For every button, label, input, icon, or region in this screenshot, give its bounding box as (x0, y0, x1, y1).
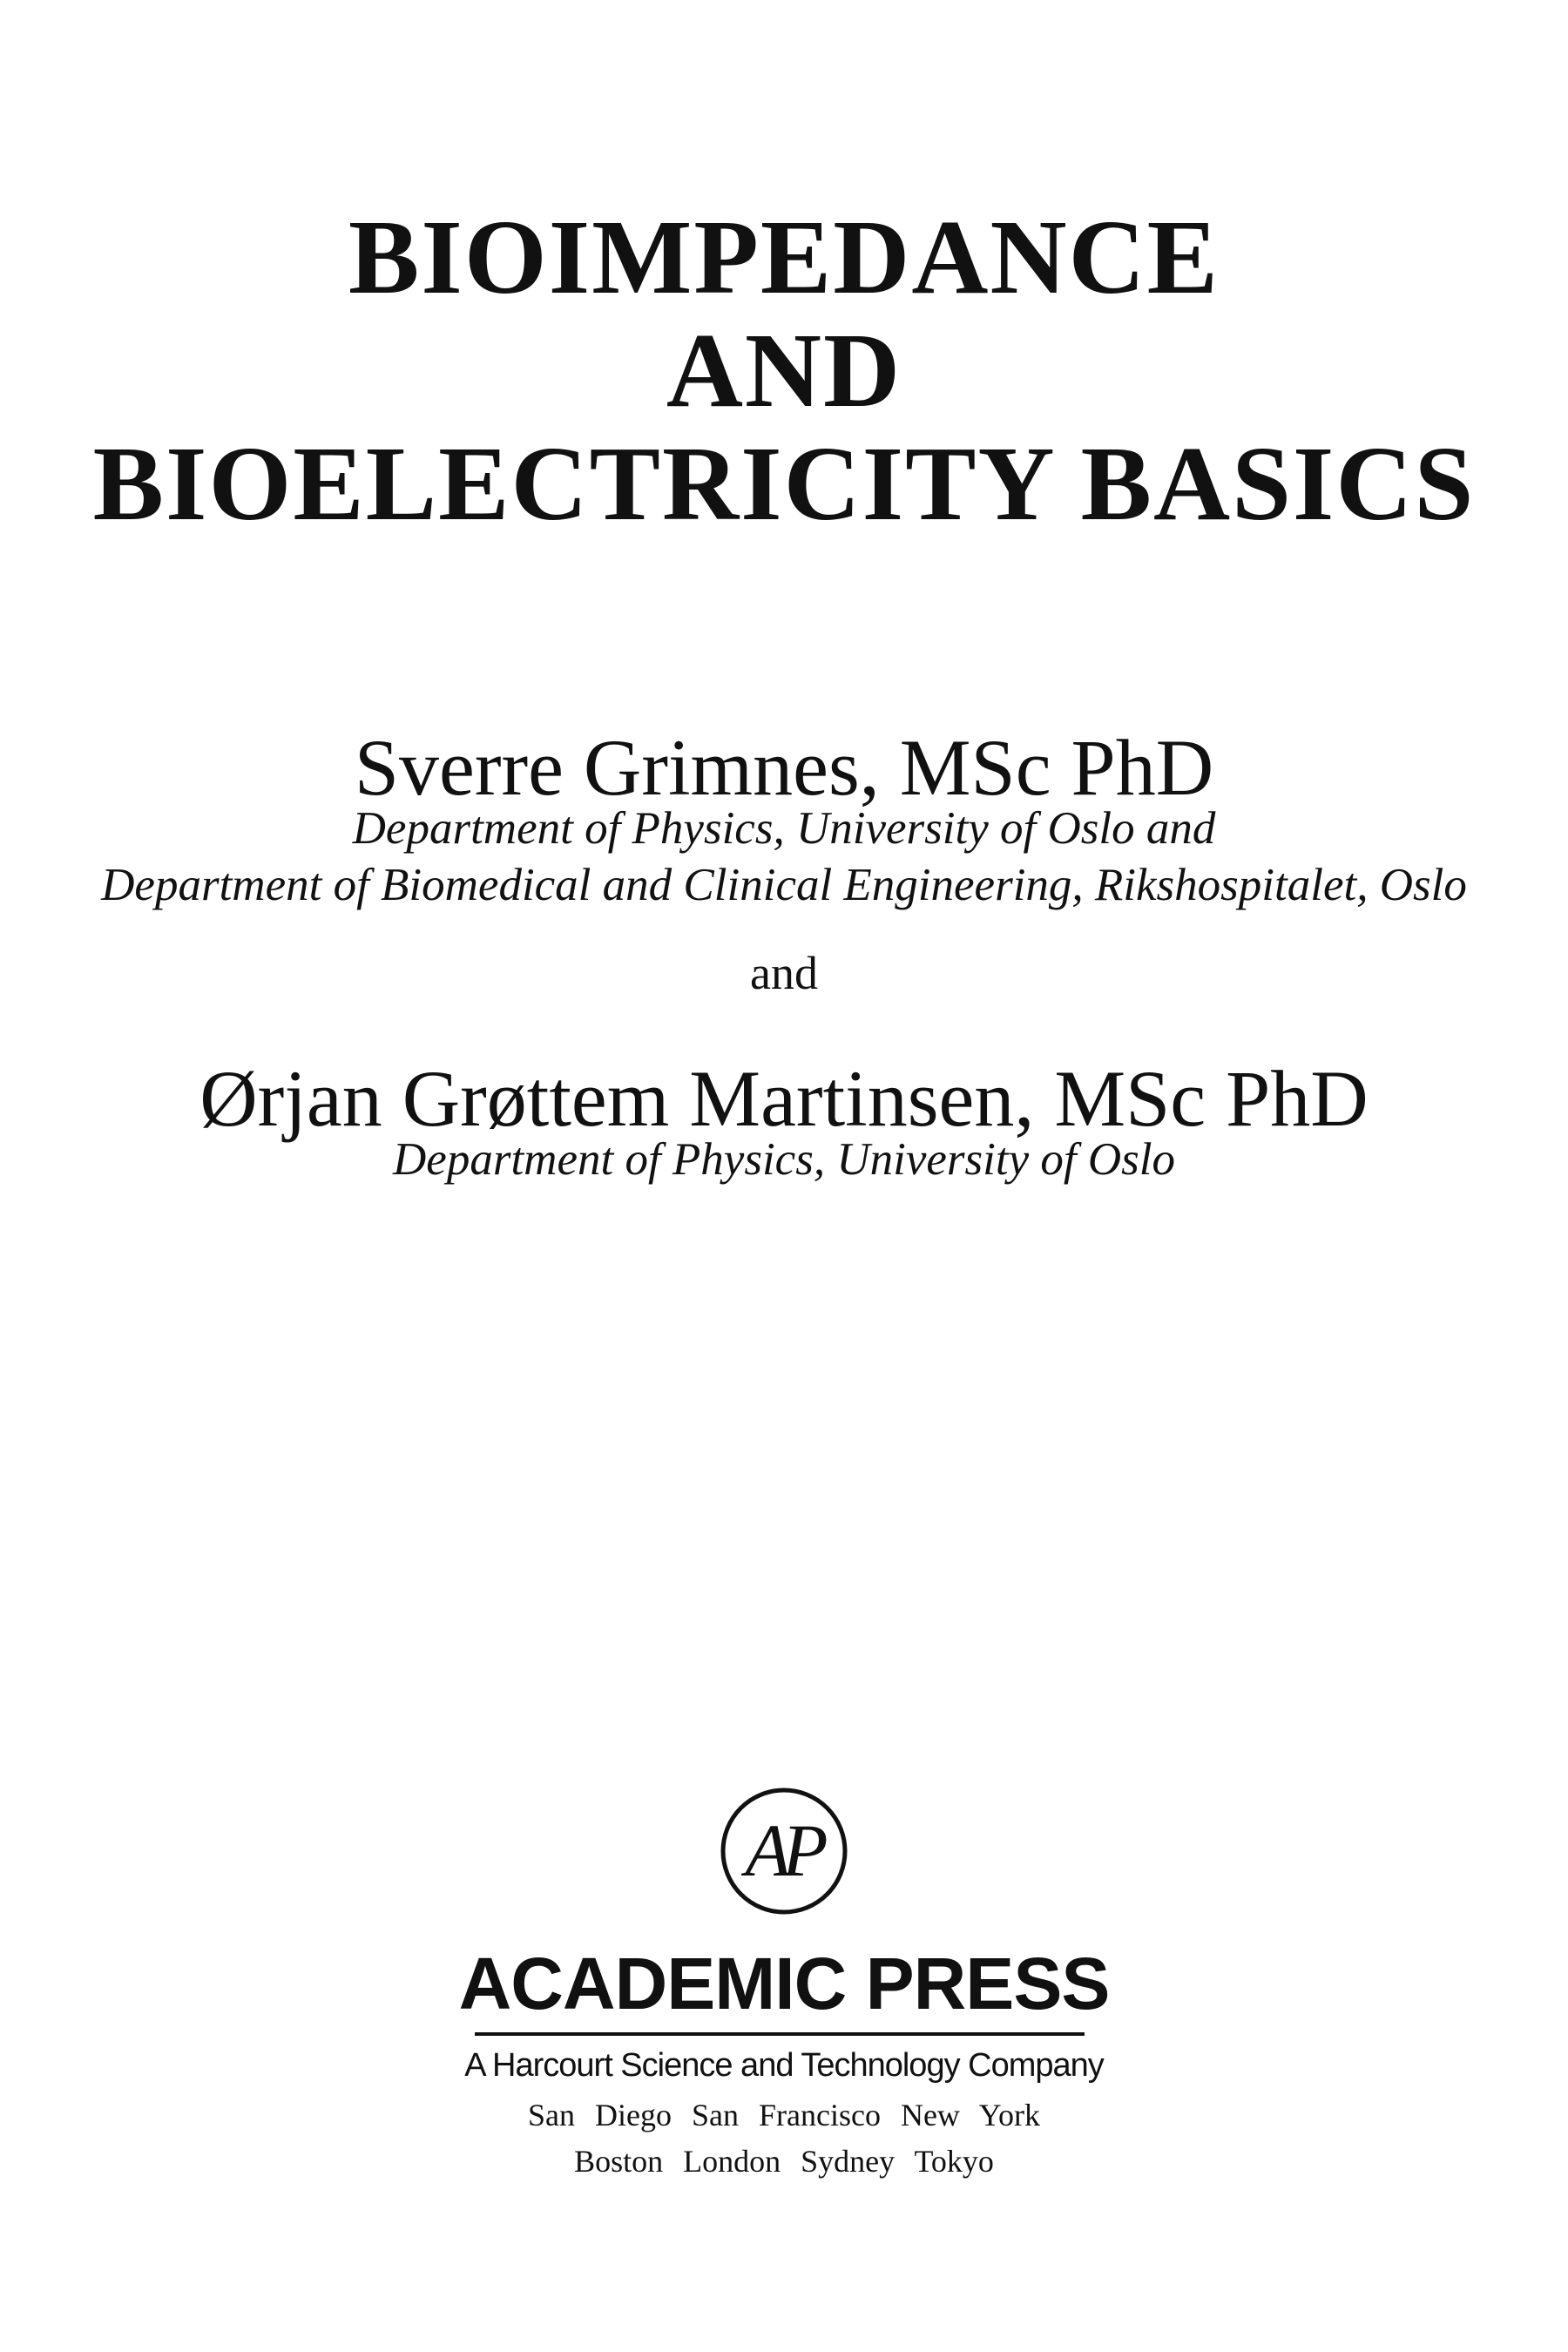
publisher-divider (475, 2032, 1085, 2036)
publisher-cities-line-1: San Diego San Francisco New York (528, 2098, 1040, 2132)
author-1-name: Sverre Grimnes, MSc PhD (354, 723, 1214, 812)
book-title-line-1: BIOIMPEDANCE (348, 199, 1220, 316)
book-title-line-2: AND (666, 312, 902, 429)
publisher-cities-line-2: Boston London Sydney Tokyo (574, 2144, 994, 2179)
author-separator: and (750, 947, 818, 999)
logo-monogram: AP (745, 1808, 820, 1892)
publisher-name: ACADEMIC PRESS (458, 1943, 1110, 2024)
author-1-affiliation-line-2: Department of Biomedical and Clinical Engineering, Rikshospitalet, Oslo (101, 860, 1467, 910)
book-title-line-3: BIOELECTRICITY BASICS (92, 425, 1476, 543)
publisher-tagline: A Harcourt Science and Technology Company (464, 2047, 1104, 2084)
academic-press-logo-icon (719, 1786, 849, 1916)
author-2-name: Ørjan Grøttem Martinsen, MSc PhD (199, 1054, 1369, 1143)
author-2-affiliation-line-1: Department of Physics, University of Oslo (393, 1134, 1175, 1185)
author-1-affiliation-line-1: Department of Physics, University of Oslo and (352, 803, 1216, 854)
